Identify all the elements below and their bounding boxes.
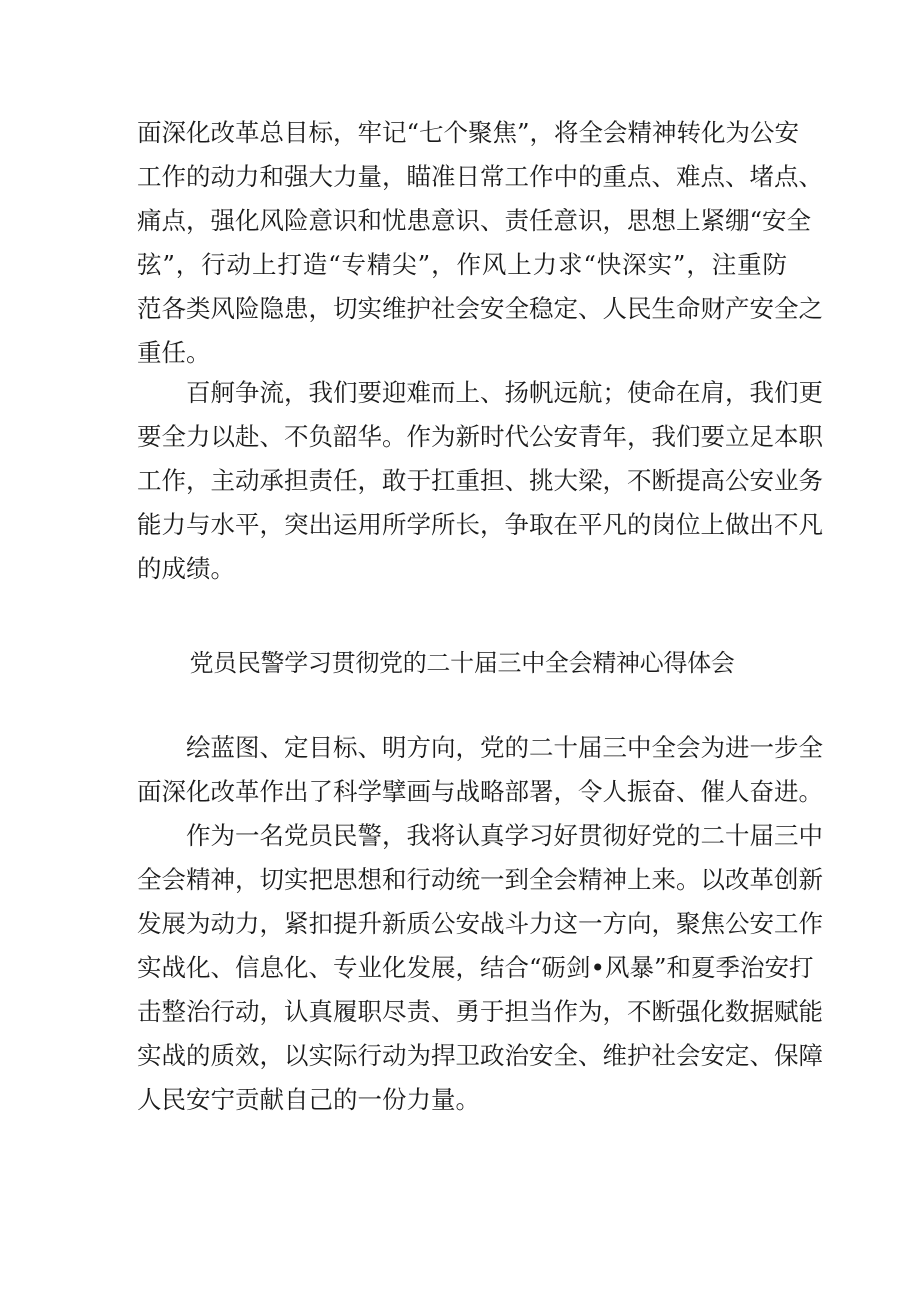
text-line: 工作，主动承担责任，敢于扛重担、挑大梁，不断提高公安业务 xyxy=(137,466,823,495)
text-line: 面深化改革作出了科学擘画与战略部署，令人振奋、催人奋进。 xyxy=(137,777,823,806)
text-line: 绘蓝图、定目标、明方向，党的二十届三中全会为进一步全 xyxy=(137,733,823,762)
text-line: 发展为动力，紧扣提升新质公安战斗力这一方向，聚焦公安工作 xyxy=(137,909,823,938)
text-line: 百舸争流，我们要迎难而上、扬帆远航；使命在肩，我们更 xyxy=(137,378,823,407)
text-line: 弦”，行动上打造“专精尖”，作风上力求“快深实”，注重防 xyxy=(137,250,787,279)
section1-paragraph-2 xyxy=(137,371,823,591)
text-line: 击整治行动，认真履职尽责、勇于担当作为，不断强化数据赋能 xyxy=(137,997,823,1026)
text-line: 的成绩。 xyxy=(137,554,235,583)
text-line: 范各类风险隐患，切实维护社会安全稳定、人民生命财产安全之 xyxy=(137,294,823,323)
text-line: 能力与水平，突出运用所学所长，争取在平凡的岗位上做出不凡 xyxy=(137,510,823,539)
text-line: 作为一名党员民警，我将认真学习好贯彻好党的二十届三中 xyxy=(137,821,823,850)
text-line: 工作的动力和强大力量，瞄准日常工作中的重点、难点、堵点、 xyxy=(137,162,823,191)
text-line: 人民安宁贡献自己的一份力量。 xyxy=(137,1085,480,1114)
text-line: 实战的质效，以实际行动为捍卫政治安全、维护社会安定、保障 xyxy=(137,1041,823,1070)
section1-paragraph-1 xyxy=(137,111,823,375)
text-line: 全会精神，切实把思想和行动统一到全会精神上来。以改革创新 xyxy=(137,865,823,894)
text-line: 实战化、信息化、专业化发展，结合“砺剑•风暴”和夏季治安打 xyxy=(137,953,814,982)
section-title: 党员民警学习贯彻党的二十届三中全会精神心得体会 xyxy=(189,649,735,677)
text-line: 痛点，强化风险意识和忧患意识、责任意识，思想上紧绷“安全 xyxy=(137,206,812,235)
section2-paragraph-1 xyxy=(137,726,823,814)
text-line: 要全力以赴、不负韶华。作为新时代公安青年，我们要立足本职 xyxy=(137,422,823,451)
text-line: 重任。 xyxy=(137,338,211,367)
text-line: 面深化改革总目标，牢记“七个聚焦”，将全会精神转化为公安 xyxy=(137,118,800,147)
section2-paragraph-2 xyxy=(137,814,823,1122)
